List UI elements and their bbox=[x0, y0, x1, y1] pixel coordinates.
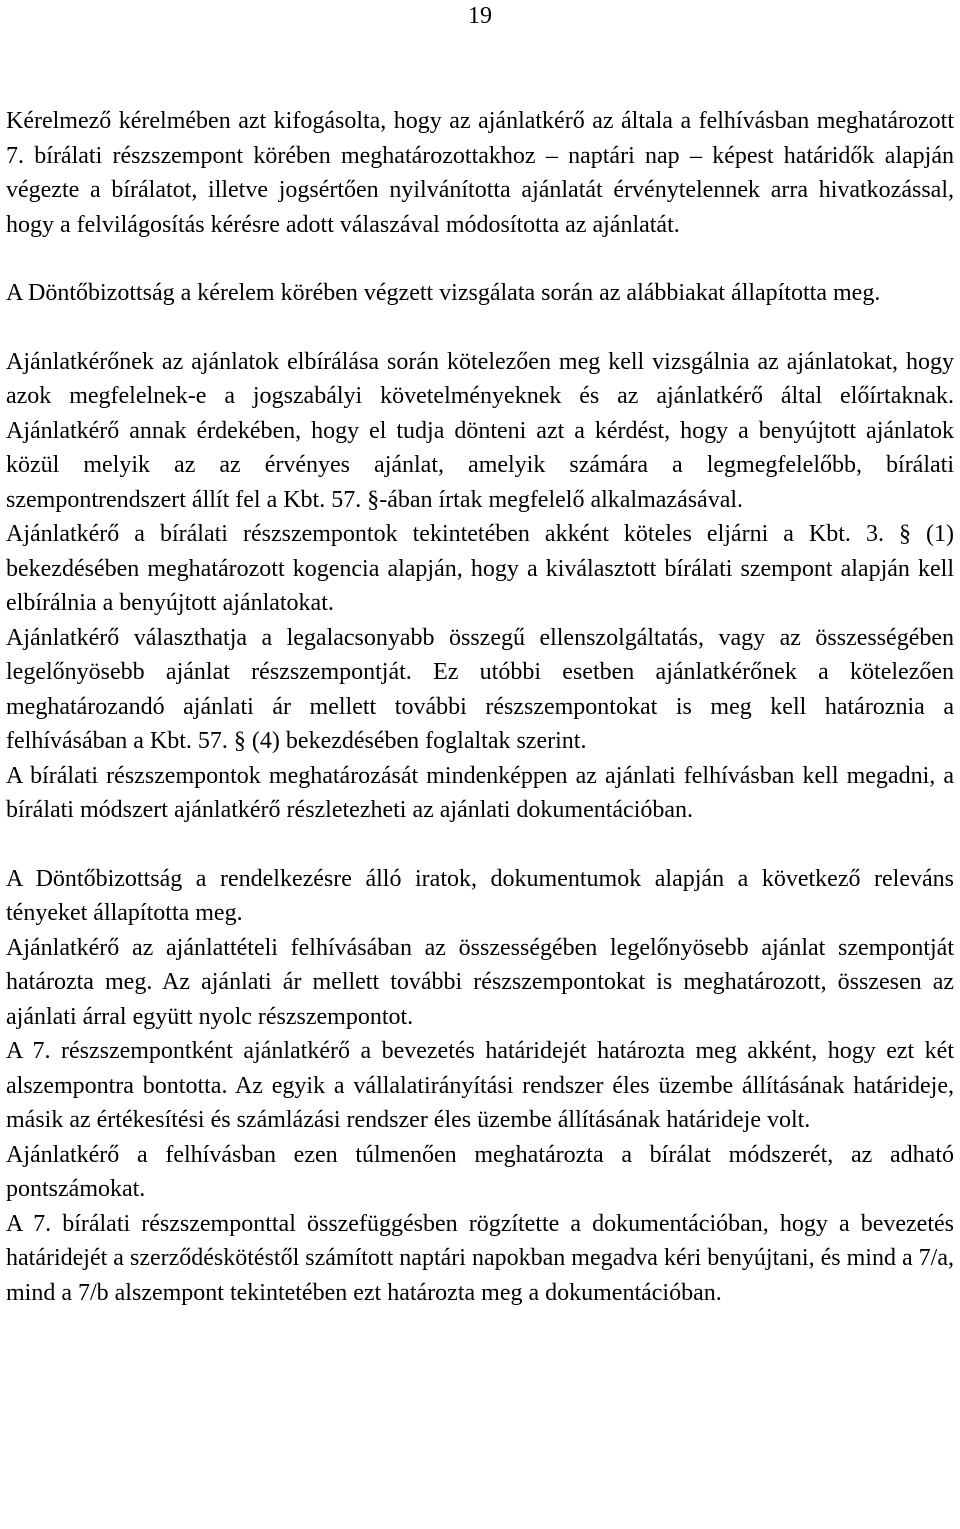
paragraph-criteria-notice: A bírálati részszempontok meghatározását mindenképpen az ajánlati felhívásban kell megadni, a bírálati módszert ajánlatkérő részletezheti az ajánlati dokumentációban. bbox=[6, 762, 954, 823]
page-number: 19 bbox=[468, 3, 492, 29]
paragraph-seventh-subcriterion: A 7. részszempontként ajánlatkérő a bevezetés határidejét határozta meg akként, hogy ezt két alszempontra bontotta. Az egyik a vállalatirányítási rendszer éles üzembe állításának határideje, másik az értékesítési és számlázási rendszer éles üzembe állításának határideje volt. bbox=[6, 1038, 954, 1133]
paragraph-criteria-choice: Ajánlatkérő választhatja a legalacsonyabb összegű ellenszolgáltatás, vagy az összességében legelőnyösebb ajánlat részszempontját. Ez utóbbi esetben ajánlatkérőnek a kötelezően meghatározandó ajánlati ár mellett további részszempontokat is meg kell határoznia a felhívásában a Kbt. 57. § (4) bekezdésében foglaltak szerint. bbox=[6, 624, 954, 754]
paragraph-evaluation-method: Ajánlatkérő a felhívásban ezen túlmenően meghatározta a bírálat módszerét, az adható pontszámokat. bbox=[6, 1141, 954, 1202]
paragraph-evaluation-obligation: Ajánlatkérőnek az ajánlatok elbírálása során kötelezően meg kell vizsgálnia az ajánlatokat, hogy azok megfelelnek-e a jogszabályi követelményeknek és az ajánlatkérő által előírtaknak. Ajánlatkérő annak érdekében, hogy el tudja dönteni azt a kérdést, hogy a benyújtott ajánlatok közül melyik az az érvényes ajánlat, amelyik számára a legmegfelelőbb, bírálati szempontrendszert állít fel a Kbt. 57. §-ában írtak megfelelő alkalmazásával. bbox=[6, 348, 954, 513]
paragraph-relevant-facts-intro: A Döntőbizottság a rendelkezésre álló iratok, dokumentumok alapján a következő releváns tényeket állapította meg. bbox=[6, 865, 954, 926]
paragraph-subcriteria-cogency: Ajánlatkérő a bírálati részszempontok tekintetében akként köteles eljárni a Kbt. 3. § (1) bekezdésében meghatározott kogencia alapján, hogy a kiválasztott bírálati szempont alapján kell elbírálnia a benyújtott ajánlatokat. bbox=[6, 521, 954, 616]
paragraph-calendar-days: A 7. bírálati részszemponttal összefüggésben rögzítette a dokumentációban, hogy a bevezetés határidejét a szerződéskötéstől számított naptári napokban megadva kéri benyújtani, és mind a 7/a, mind a 7/b alszempont tekintetében ezt határozta meg a dokumentációban. bbox=[6, 1210, 954, 1306]
paragraph-board-findings-intro: A Döntőbizottság a kérelem körében végzett vizsgálata során az alábbiakat állapította meg. bbox=[6, 280, 881, 306]
document-body bbox=[6, 104, 954, 1310]
paragraph-best-value-criteria: Ajánlatkérő az ajánlattételi felhívásában az összességében legelőnyösebb ajánlat szempontját határozta meg. Az ajánlati ár mellett további részszempontokat is meghatározott, összesen az ajánlati árral együtt nyolc részszempontot. bbox=[6, 934, 954, 1030]
paragraph-complaint: Kérelmező kérelmében azt kifogásolta, hogy az ajánlatkérő az általa a felhívásban meghatározott 7. bírálati részszempont körében meghatározottakhoz – naptári nap – képest határidők alapján végezte a bírálatot, illetve jogsértően nyilvánította ajánlatát érvénytelennek arra hivatkozással, hogy a felvilágosítás kérésre adott válaszával módosította az ajánlatát. bbox=[6, 108, 954, 238]
